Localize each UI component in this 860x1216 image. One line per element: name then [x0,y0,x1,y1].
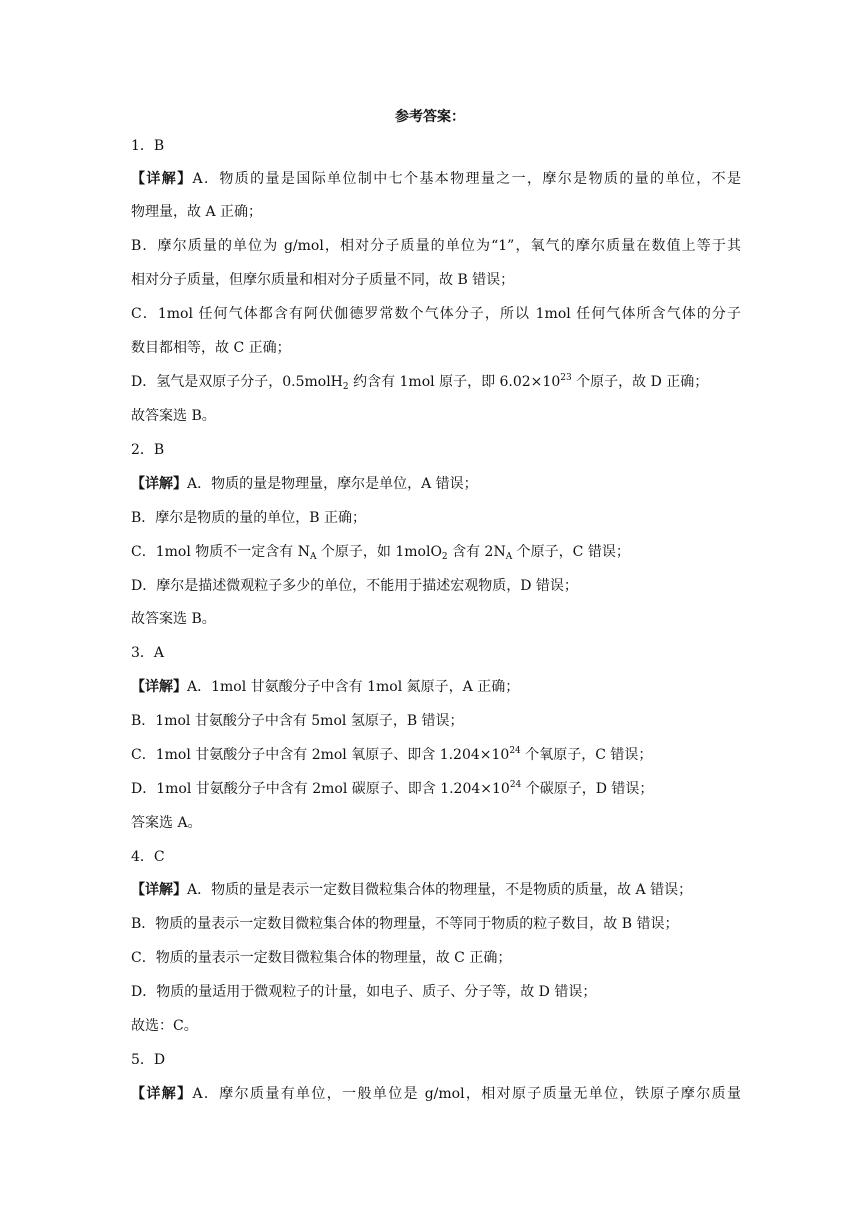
q2-c-subscript-3: A [505,552,513,562]
q1-option-d [131,372,741,392]
q3-a-text: A．1mol 甘氨酸分子中含有 1mol 氮原子，A 正确； [187,679,520,695]
q4-option-a [131,880,741,900]
q3-c-superscript: 24 [509,746,521,756]
detail-label: 【详解】 [131,882,187,898]
q1-option-c-line1: C．1mol 任何气体都含有阿伏伽德罗常数个气体分子，所以 1mol 任何气体所含气体的分子 [131,306,741,322]
q3-option-c [131,745,741,765]
q1-d-post: 个原子，故 D 正确； [571,374,709,390]
q2-c-subscript-1: A [309,552,317,562]
q3-number: 3．A [131,645,165,661]
q3-c-pre: C．1mol 甘氨酸分子中含有 2mol 氧原子、即含 1.204×10 [131,747,510,763]
q3-d-superscript: 24 [509,780,522,790]
detail-label: 【详解】 [131,679,187,695]
q4-option-b: B．物质的量表示一定数目微粒集合体的物理量，不等同于物质的粒子数目，故 B 错误； [131,916,679,932]
q3-d-post: 个碳原子，D 错误； [521,781,654,797]
q2-c-pre: C．1mol 物质不一定含有 N [131,544,310,560]
q1-option-a-line1 [131,169,741,189]
q1-number: 1．B [131,138,165,154]
page-title: 参考答案： [395,109,465,125]
q4-number: 4．C [131,849,165,865]
q2-option-c [131,542,741,562]
detail-label: 【详解】 [131,171,193,187]
detail-label: 【详解】 [131,1086,193,1102]
q3-option-d [131,779,741,799]
q2-c-mid-1: 个原子，如 1molO [316,544,442,560]
q2-c-subscript-2: 2 [441,552,448,562]
q1-option-a-line2: 物理量，故 A 正确； [131,204,263,220]
q1-answer: 故答案选 B。 [131,408,216,424]
q2-answer: 故答案选 B。 [131,611,216,627]
q1-option-b-line2: 相对分子质量，但摩尔质量和相对分子质量不同，故 B 错误； [131,272,515,288]
q3-option-b: B．1mol 甘氨酸分子中含有 5mol 氢原子，B 错误； [131,713,464,729]
q1-option-b-line1: B．摩尔质量的单位为 g/mol，相对分子质量的单位为“1”，氧气的摩尔质量在数值上等于其 [131,238,741,254]
q3-d-pre: D．1mol 甘氨酸分子中含有 2mol 碳原子、即含 1.204×10 [131,781,510,797]
q1-d-superscript: 23 [560,373,572,383]
q3-c-post: 个氧原子，C 错误； [520,747,653,763]
q3-answer: 答案选 A。 [131,815,202,831]
q1-d-subscript: 2 [342,382,349,392]
q1-a-text: A．物质的量是国际单位制中七个基本物理量之一，摩尔是物质的量的单位，不是 [192,171,742,187]
q5-number: 5．D [131,1052,166,1068]
q2-option-b: B．摩尔是物质的量的单位，B 正确； [131,510,367,526]
q2-c-mid-2: 含有 2N [447,544,506,560]
q1-d-pre: D．氢气是双原子分子，0.5molH [131,374,343,390]
q3-option-a [131,677,741,697]
q2-option-d: D．摩尔是描述微观粒子多少的单位，不能用于描述宏观物质，D 错误； [131,578,578,594]
q2-a-text: A．物质的量是物理量，摩尔是单位，A 错误； [187,476,478,492]
q5-a-text: A．摩尔质量有单位，一般单位是 g/mol，相对原子质量无单位，铁原子摩尔质量 [192,1086,742,1102]
q2-c-post: 个原子，C 错误； [512,544,630,560]
detail-label: 【详解】 [131,476,187,492]
q2-number: 2．B [131,442,165,458]
q1-d-mid: 约含有 1mol 原子，即 6.02×10 [348,374,561,390]
q1-option-c-line2: 数目都相等，故 C 正确； [131,340,291,356]
q4-answer: 故选：C。 [131,1018,198,1034]
q2-option-a [131,474,741,494]
q4-a-text: A．物质的量是表示一定数目微粒集合体的物理量，不是物质的质量，故 A 错误； [187,882,693,898]
q5-option-a-line1 [131,1084,741,1104]
q4-option-c: C．物质的量表示一定数目微粒集合体的物理量，故 C 正确； [131,950,512,966]
q4-option-d: D．物质的量适用于微观粒子的计量，如电子、质子、分子等，故 D 错误； [131,984,597,1000]
